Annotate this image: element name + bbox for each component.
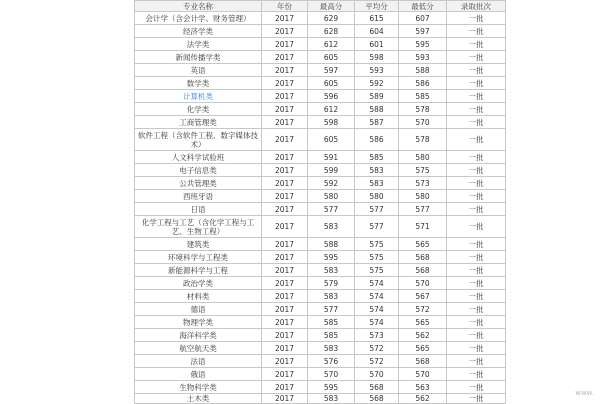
- major-cell: 化学类: [135, 103, 262, 116]
- table-row: [135, 38, 506, 51]
- max-score-cell: 628: [308, 25, 355, 38]
- table-row: [135, 177, 506, 190]
- year-cell: 2017: [262, 216, 308, 238]
- max-score-cell: 583: [308, 216, 355, 238]
- max-score-cell: 577: [308, 303, 355, 316]
- avg-score-cell: 572: [355, 355, 399, 368]
- year-cell: 2017: [262, 64, 308, 77]
- min-score-cell: 567: [399, 290, 447, 303]
- avg-score-cell: 577: [355, 203, 399, 216]
- max-score-cell: 583: [308, 264, 355, 277]
- year-cell: 2017: [262, 342, 308, 355]
- batch-cell: 一批: [447, 12, 506, 25]
- min-score-cell: 570: [399, 116, 447, 129]
- min-score-cell: 570: [399, 368, 447, 381]
- batch-cell: 一批: [447, 316, 506, 329]
- avg-score-cell: 580: [355, 190, 399, 203]
- major-cell: 化学工程与工艺（含化学工程与工艺、生物工程）: [135, 216, 262, 238]
- major-cell: 俄语: [135, 368, 262, 381]
- major-cell: 政治学类: [135, 277, 262, 290]
- table-row: [135, 77, 506, 90]
- header-batch: 录取批次: [447, 1, 506, 12]
- batch-cell: 一批: [447, 303, 506, 316]
- batch-cell: 一批: [447, 190, 506, 203]
- batch-cell: 一批: [447, 129, 506, 151]
- max-score-cell: 577: [308, 203, 355, 216]
- table-row: [135, 329, 506, 342]
- avg-score-cell: 568: [355, 381, 399, 394]
- min-score-cell: 568: [399, 355, 447, 368]
- avg-score-cell: 577: [355, 216, 399, 238]
- batch-cell: 一批: [447, 264, 506, 277]
- max-score-cell: 583: [308, 290, 355, 303]
- year-cell: 2017: [262, 329, 308, 342]
- table-row: [135, 394, 506, 404]
- avg-score-cell: 589: [355, 90, 399, 103]
- table-row: [135, 355, 506, 368]
- major-cell: 会计学（含会计学、财务管理）: [135, 12, 262, 25]
- table-row: [135, 238, 506, 251]
- avg-score-cell: 583: [355, 177, 399, 190]
- year-cell: 2017: [262, 251, 308, 264]
- max-score-cell: 588: [308, 238, 355, 251]
- table-row: [135, 25, 506, 38]
- batch-cell: 一批: [447, 151, 506, 164]
- max-score-cell: 605: [308, 51, 355, 64]
- avg-score-cell: 585: [355, 151, 399, 164]
- max-score-cell: 591: [308, 151, 355, 164]
- max-score-cell: 612: [308, 38, 355, 51]
- major-cell: 物理学类: [135, 316, 262, 329]
- header-min-score: 最低分: [399, 1, 447, 12]
- table-row: [135, 290, 506, 303]
- min-score-cell: 578: [399, 129, 447, 151]
- avg-score-cell: 588: [355, 103, 399, 116]
- major-cell[interactable]: 计算机类: [135, 90, 262, 103]
- avg-score-cell: 574: [355, 303, 399, 316]
- max-score-cell: 595: [308, 381, 355, 394]
- avg-score-cell: 575: [355, 251, 399, 264]
- avg-score-cell: 615: [355, 12, 399, 25]
- avg-score-cell: 604: [355, 25, 399, 38]
- major-cell: 建筑类: [135, 238, 262, 251]
- avg-score-cell: 598: [355, 51, 399, 64]
- major-cell: 德语: [135, 303, 262, 316]
- avg-score-cell: 573: [355, 329, 399, 342]
- header-max-score: 最高分: [308, 1, 355, 12]
- avg-score-cell: 574: [355, 277, 399, 290]
- year-cell: 2017: [262, 394, 308, 404]
- major-cell: 土木类: [135, 394, 262, 404]
- major-cell: 法语: [135, 355, 262, 368]
- avg-score-cell: 586: [355, 129, 399, 151]
- year-cell: 2017: [262, 290, 308, 303]
- header-avg-score: 平均分: [355, 1, 399, 12]
- batch-cell: 一批: [447, 277, 506, 290]
- avg-score-cell: 570: [355, 368, 399, 381]
- batch-cell: 一批: [447, 164, 506, 177]
- major-cell: 新闻传播学类: [135, 51, 262, 64]
- min-score-cell: 595: [399, 38, 447, 51]
- table-row: [135, 316, 506, 329]
- max-score-cell: 583: [308, 394, 355, 404]
- avg-score-cell: 574: [355, 290, 399, 303]
- avg-score-cell: 583: [355, 164, 399, 177]
- min-score-cell: 593: [399, 51, 447, 64]
- year-cell: 2017: [262, 190, 308, 203]
- year-cell: 2017: [262, 90, 308, 103]
- year-cell: 2017: [262, 25, 308, 38]
- admission-score-table: [134, 0, 506, 404]
- min-score-cell: 577: [399, 203, 447, 216]
- major-cell: 航空航天类: [135, 342, 262, 355]
- min-score-cell: 575: [399, 164, 447, 177]
- table-row: [135, 129, 506, 151]
- min-score-cell: 565: [399, 238, 447, 251]
- major-cell: 数学类: [135, 77, 262, 90]
- header-year: 年份: [262, 1, 308, 12]
- min-score-cell: 585: [399, 90, 447, 103]
- batch-cell: 一批: [447, 25, 506, 38]
- table-row: [135, 90, 506, 103]
- batch-cell: 一批: [447, 216, 506, 238]
- max-score-cell: 629: [308, 12, 355, 25]
- min-score-cell: 572: [399, 303, 447, 316]
- table-row: [135, 277, 506, 290]
- avg-score-cell: 575: [355, 238, 399, 251]
- batch-cell: 一批: [447, 251, 506, 264]
- table-row: [135, 381, 506, 394]
- max-score-cell: 576: [308, 355, 355, 368]
- min-score-cell: 586: [399, 77, 447, 90]
- min-score-cell: 562: [399, 394, 447, 404]
- year-cell: 2017: [262, 368, 308, 381]
- max-score-cell: 592: [308, 177, 355, 190]
- min-score-cell: 607: [399, 12, 447, 25]
- year-cell: 2017: [262, 264, 308, 277]
- batch-cell: 一批: [447, 77, 506, 90]
- major-cell: 日语: [135, 203, 262, 216]
- max-score-cell: 598: [308, 116, 355, 129]
- max-score-cell: 585: [308, 316, 355, 329]
- table-row: [135, 64, 506, 77]
- max-score-cell: 597: [308, 64, 355, 77]
- year-cell: 2017: [262, 77, 308, 90]
- batch-cell: 一批: [447, 238, 506, 251]
- batch-cell: 一批: [447, 51, 506, 64]
- min-score-cell: 588: [399, 64, 447, 77]
- max-score-cell: 579: [308, 277, 355, 290]
- max-score-cell: 595: [308, 251, 355, 264]
- major-cell: 法学类: [135, 38, 262, 51]
- avg-score-cell: 592: [355, 77, 399, 90]
- max-score-cell: 605: [308, 129, 355, 151]
- table-row: [135, 203, 506, 216]
- table-row: [135, 51, 506, 64]
- min-score-cell: 580: [399, 190, 447, 203]
- batch-cell: 一批: [447, 368, 506, 381]
- table-row: [135, 190, 506, 203]
- avg-score-cell: 593: [355, 64, 399, 77]
- header-major: 专业名称: [135, 1, 262, 12]
- table-row: [135, 264, 506, 277]
- major-cell: 新能源科学与工程: [135, 264, 262, 277]
- avg-score-cell: 574: [355, 316, 399, 329]
- major-cell: 电子信息类: [135, 164, 262, 177]
- min-score-cell: 570: [399, 277, 447, 290]
- table-row: [135, 103, 506, 116]
- major-cell: 西班牙语: [135, 190, 262, 203]
- header-row: [135, 1, 506, 12]
- major-cell: 人文科学试验班: [135, 151, 262, 164]
- major-cell: 英语: [135, 64, 262, 77]
- max-score-cell: 570: [308, 368, 355, 381]
- batch-cell: 一批: [447, 64, 506, 77]
- table-row: [135, 12, 506, 25]
- table-row: [135, 164, 506, 177]
- max-score-cell: 583: [308, 342, 355, 355]
- batch-cell: 一批: [447, 38, 506, 51]
- batch-cell: 一批: [447, 342, 506, 355]
- table-row: [135, 216, 506, 238]
- min-score-cell: 568: [399, 264, 447, 277]
- year-cell: 2017: [262, 355, 308, 368]
- year-cell: 2017: [262, 381, 308, 394]
- avg-score-cell: 601: [355, 38, 399, 51]
- batch-cell: 一批: [447, 394, 506, 404]
- batch-cell: 一批: [447, 329, 506, 342]
- watermark: www.: [575, 389, 594, 397]
- avg-score-cell: 575: [355, 264, 399, 277]
- year-cell: 2017: [262, 12, 308, 25]
- table-row: [135, 151, 506, 164]
- major-cell: 生物科学类: [135, 381, 262, 394]
- table-row: [135, 251, 506, 264]
- year-cell: 2017: [262, 177, 308, 190]
- year-cell: 2017: [262, 277, 308, 290]
- max-score-cell: 599: [308, 164, 355, 177]
- min-score-cell: 563: [399, 381, 447, 394]
- year-cell: 2017: [262, 151, 308, 164]
- table-row: [135, 368, 506, 381]
- batch-cell: 一批: [447, 355, 506, 368]
- major-cell: 工商管理类: [135, 116, 262, 129]
- avg-score-cell: 572: [355, 342, 399, 355]
- batch-cell: 一批: [447, 103, 506, 116]
- year-cell: 2017: [262, 303, 308, 316]
- min-score-cell: 573: [399, 177, 447, 190]
- max-score-cell: 605: [308, 77, 355, 90]
- year-cell: 2017: [262, 129, 308, 151]
- major-cell: 环境科学与工程类: [135, 251, 262, 264]
- min-score-cell: 565: [399, 316, 447, 329]
- year-cell: 2017: [262, 164, 308, 177]
- batch-cell: 一批: [447, 203, 506, 216]
- avg-score-cell: 587: [355, 116, 399, 129]
- year-cell: 2017: [262, 238, 308, 251]
- year-cell: 2017: [262, 203, 308, 216]
- year-cell: 2017: [262, 103, 308, 116]
- major-cell: 材料类: [135, 290, 262, 303]
- year-cell: 2017: [262, 51, 308, 64]
- major-cell: 海洋科学类: [135, 329, 262, 342]
- min-score-cell: 562: [399, 329, 447, 342]
- max-score-cell: 596: [308, 90, 355, 103]
- table-row: [135, 116, 506, 129]
- min-score-cell: 568: [399, 251, 447, 264]
- table-row: [135, 342, 506, 355]
- max-score-cell: 612: [308, 103, 355, 116]
- min-score-cell: 571: [399, 216, 447, 238]
- min-score-cell: 580: [399, 151, 447, 164]
- max-score-cell: 580: [308, 190, 355, 203]
- min-score-cell: 565: [399, 342, 447, 355]
- avg-score-cell: 568: [355, 394, 399, 404]
- major-cell: 经济学类: [135, 25, 262, 38]
- year-cell: 2017: [262, 316, 308, 329]
- major-cell: 公共管理类: [135, 177, 262, 190]
- min-score-cell: 578: [399, 103, 447, 116]
- min-score-cell: 597: [399, 25, 447, 38]
- year-cell: 2017: [262, 116, 308, 129]
- batch-cell: 一批: [447, 116, 506, 129]
- max-score-cell: 585: [308, 329, 355, 342]
- table-row: [135, 303, 506, 316]
- batch-cell: 一批: [447, 290, 506, 303]
- year-cell: 2017: [262, 38, 308, 51]
- batch-cell: 一批: [447, 177, 506, 190]
- batch-cell: 一批: [447, 90, 506, 103]
- batch-cell: 一批: [447, 381, 506, 394]
- major-cell: 软件工程（含软件工程、数字媒体技术）: [135, 129, 262, 151]
